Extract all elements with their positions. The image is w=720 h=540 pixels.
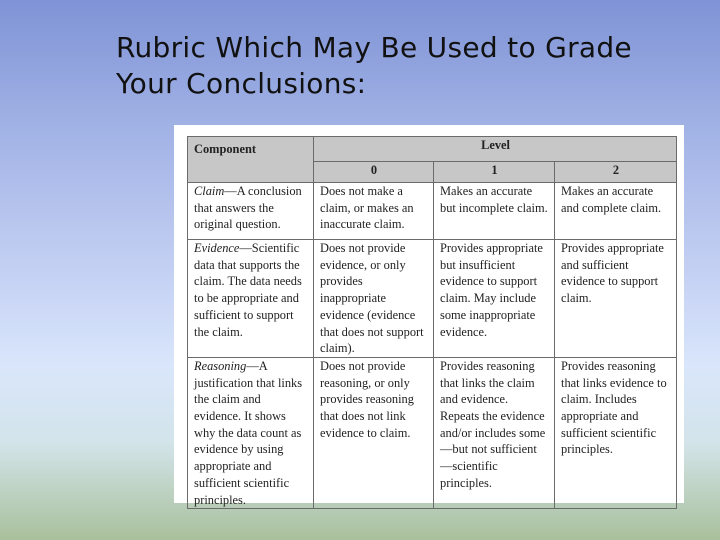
table-row-reasoning (188, 357, 677, 508)
level-2-header: 2 (555, 162, 677, 183)
level-1-cell: Provides reasoning that links the claim and evidence. Repeats the evidence and/or includes some—but not sufficient—scientific principles. (434, 357, 555, 508)
component-description: —Scientific data that supports the claim. The data needs to be appropriate and sufficient to support the claim. (194, 241, 302, 339)
component-description: —A justification that links the claim and evidence. It shows why the data count as evidence by using appropriate and sufficient scientific principles. (194, 358, 303, 507)
component-name: Claim (194, 184, 225, 198)
component-cell (188, 357, 314, 508)
slide-title (116, 30, 706, 102)
level-0-cell: Does not provide evidence, or only provides inappropriate evidence (evidence that does not support claim). (314, 240, 434, 358)
component-cell (188, 240, 314, 358)
header-row (188, 137, 677, 162)
table-row-claim (188, 183, 677, 240)
level-0-cell: Does not make a claim, or makes an inaccurate claim. (314, 183, 434, 240)
level-0-header: 0 (314, 162, 434, 183)
level-2-cell: Provides appropriate and sufficient evidence to support claim. (555, 240, 677, 358)
title-line-2: Your Conclusions: (116, 67, 367, 100)
table-row-evidence (188, 240, 677, 358)
rubric-image (174, 125, 684, 507)
component-description: —A conclusion that answers the original question. (194, 184, 302, 232)
level-2-cell: Provides reasoning that links evidence to claim. Includes appropriate and sufficient scientific principles. (555, 357, 677, 508)
title-line-1: Rubric Which May Be Used to Grade (116, 31, 632, 64)
component-name: Evidence (194, 241, 240, 255)
component-name: Reasoning (194, 358, 247, 373)
rubric-table (187, 136, 677, 509)
level-1-cell: Provides appropriate but insufficient evidence to support claim. May include some inappropriate evidence. (434, 240, 555, 358)
component-cell (188, 183, 314, 240)
level-header: Level (314, 137, 677, 162)
level-2-cell: Makes an accurate and complete claim. (555, 183, 677, 240)
level-1-header: 1 (434, 162, 555, 183)
level-0-cell: Does not provide reasoning, or only provides reasoning that does not link evidence to claim. (314, 357, 434, 508)
level-1-cell: Makes an accurate but incomplete claim. (434, 183, 555, 240)
component-header: Component (188, 137, 314, 183)
